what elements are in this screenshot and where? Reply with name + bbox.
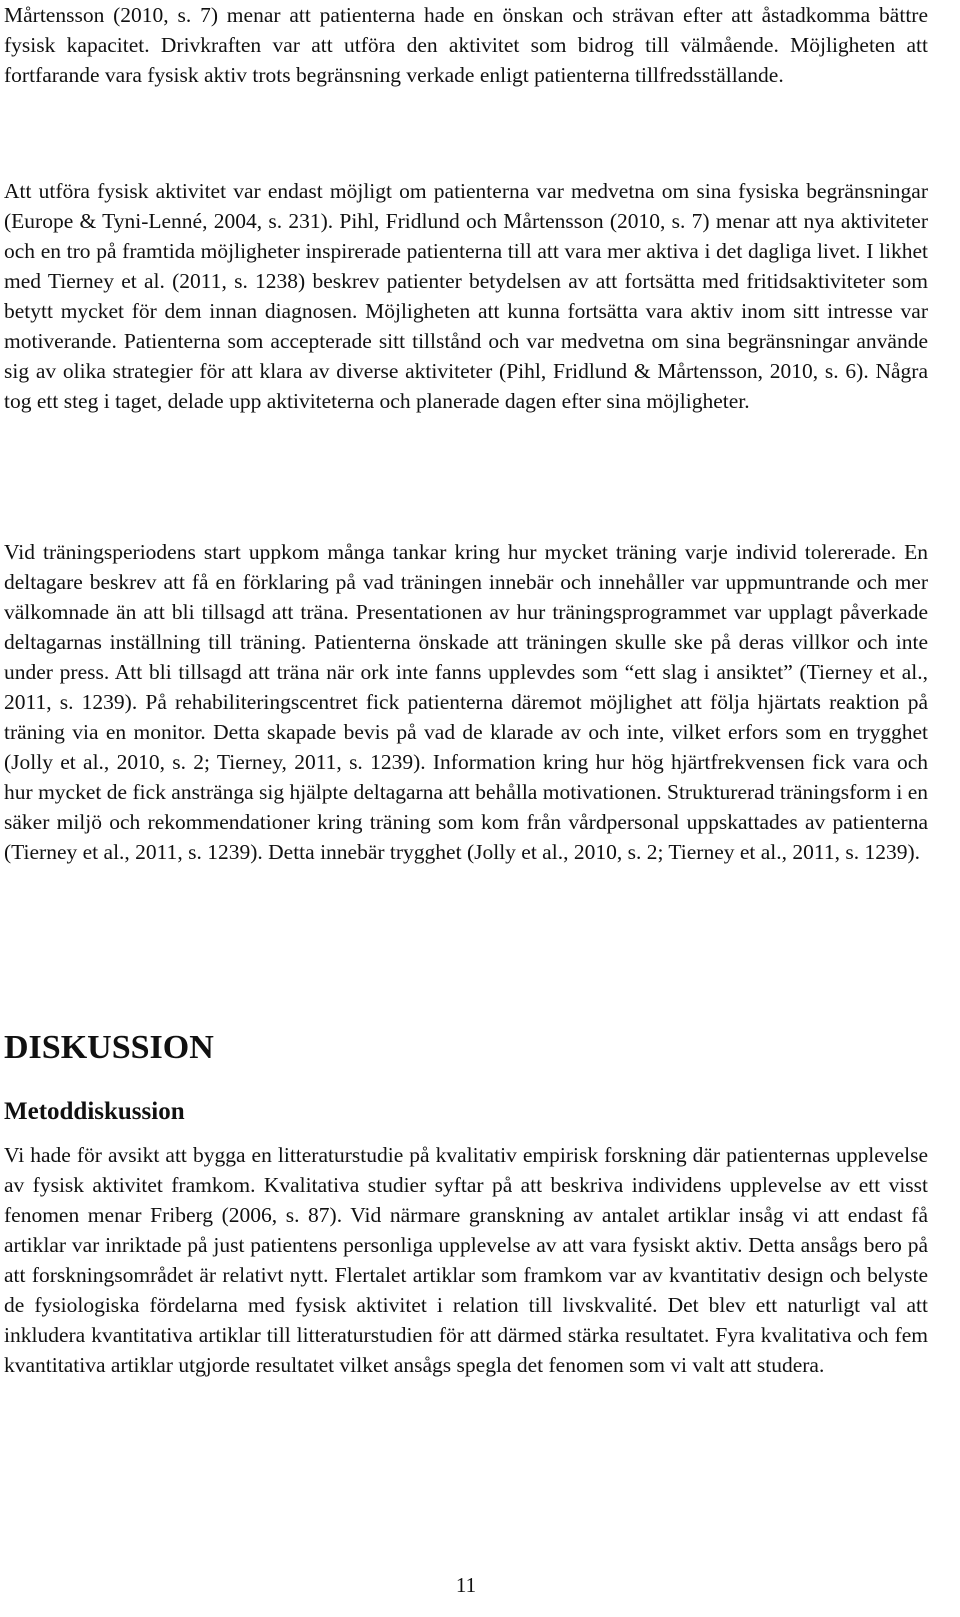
subsection-heading-metoddiskussion: Metoddiskussion [4,1098,185,1125]
paragraph-results-3: Vid träningsperiodens start uppkom många tankar kring hur mycket träning varje individ tolererade. En deltagare beskrev att få en förklaring på vad träningen innebär och innehåller var uppmuntrande och mer välkomnade än att bli tillsagd att träna. Presentationen av hur träningsprogrammet var upplagt påverkade deltagarnas inställning till träning. Patienterna önskade att träningen skulle ske på deras villkor och inte under press. Att bli tillsagd att träna när ork inte fanns upplevdes som “ett slag i ansiktet” (Tierney et al., 2011, s. 1239). På rehabiliteringscentret fick patienterna däremot möjlighet att följa hjärtats reaktion på träning via en monitor. Detta skapade bevis på vad de klarade av och inte, vilket erfors som en trygghet (Jolly et al., 2010, s. 2; Tierney, 2011, s. 1239). Information kring hur hög hjärtfrekvensen fick vara och hur mycket de fick anstränga sig hjälpte deltagarna att behålla motivationen. Strukturerad träningsform i en säker miljö och rekommendationer kring träning som kom från vårdpersonal uppskattades av patienterna (Tierney et al., 2011, s. 1239). Detta innebär trygghet (Jolly et al., 2010, s. 2; Tierney et al., 2011, s. 1239). [4,540,928,864]
section-heading-diskussion: DISKUSSION [4,1029,214,1066]
paragraph-metoddiskussion: Vi hade för avsikt att bygga en litteraturstudie på kvalitativ empirisk forskning där patienternas upplevelse av fysisk aktivitet framkom. Kvalitativa studier syftar på att beskriva individens upplevelse av ett visst fenomen menar Friberg (2006, s. 87). Vid närmare granskning av antalet artiklar insåg vi att endast få artiklar var inriktade på just patientens personliga upplevelse av att vara fysiskt aktiv. Detta ansågs bero på att forskningsområdet är relativt nytt. Flertalet artiklar som framkom var av kvantitativ design och belyste de fysiologiska fördelarna med fysisk aktivitet i relation till livskvalité. Det blev ett naturligt val att inkludera kvantitativa artiklar till litteraturstudien för att därmed stärka resultatet. Fyra kvalitativa och fem kvantitativa artiklar utgjorde resultatet vilket ansågs spegla det fenomen som vi valt att studera. [4,1143,928,1377]
page-number: 11 [455,1573,477,1597]
paragraph-results-1: Mårtensson (2010, s. 7) menar att patienterna hade en önskan och strävan efter att åstadkomma bättre fysisk kapacitet. Drivkraften var att utföra den aktivitet som bidrog till välmående. Möjligheten att fortfarande vara fysisk aktiv trots begränsning verkade enligt patienterna tillfredsställande. [4,3,928,87]
paragraph-results-2: Att utföra fysisk aktivitet var endast möjligt om patienterna var medvetna om sina fysiska begränsningar (Europe & Tyni-Lenné, 2004, s. 231). Pihl, Fridlund och Mårtensson (2010, s. 7) menar att nya aktiviteter och en tro på framtida möjligheter inspirerade patienterna till att vara mer aktiva i det dagliga livet. I likhet med Tierney et al. (2011, s. 1238) beskrev patienter betydelsen av att fortsätta med fritidsaktiviteter som betytt mycket för dem innan diagnosen. Möjligheten att kunna fortsätta vara aktiv inom sitt intresse var motiverande. Patienterna som accepterade sitt tillstånd och var medvetna om sina begränsningar använde sig av olika strategier för att klara av diverse aktiviteter (Pihl, Fridlund & Mårtensson, 2010, s. 6). Några tog ett steg i taget, delade upp aktiviteterna och planerade dagen efter sina möjligheter. [4,179,928,413]
